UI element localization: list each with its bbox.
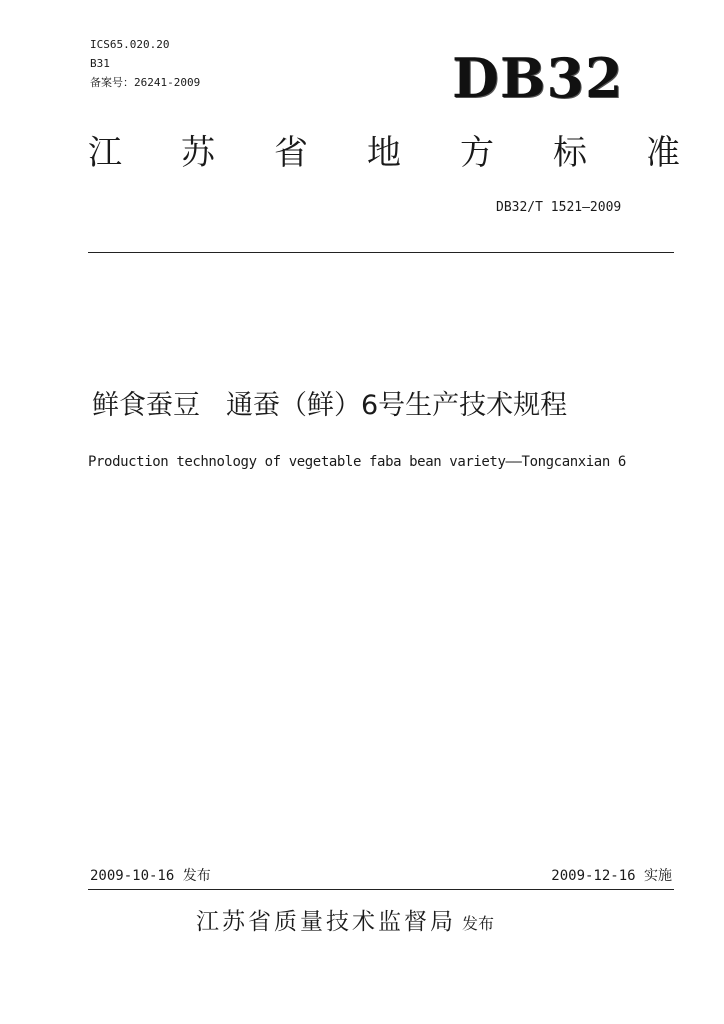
standard-type-char: 方	[460, 133, 494, 173]
title-english: Production technology of vegetable faba bean variety——Tongcanxian 6	[88, 454, 626, 470]
standard-type-char: 省	[274, 133, 308, 173]
issuer-action: 发布	[462, 914, 495, 933]
issue-date: 2009-10-16 发布	[90, 868, 211, 884]
divider-top	[88, 252, 674, 253]
title-chinese-part1: 鲜食蚕豆	[92, 390, 200, 421]
divider-bottom	[88, 889, 674, 890]
standard-type-char: 准	[646, 133, 680, 173]
standard-number: DB32/T 1521—2009	[496, 200, 622, 215]
db32-logo: DB32	[452, 46, 624, 110]
standard-type-char: 江	[88, 133, 122, 173]
standard-type-char: 标	[553, 133, 587, 173]
classification-code: B31	[90, 57, 110, 70]
issuer-line	[196, 906, 494, 940]
standard-type-heading	[88, 133, 680, 173]
record-number: 备案号：26241-2009	[90, 76, 201, 89]
ics-code: ICS65.020.20	[90, 38, 170, 51]
implementation-date: 2009-12-16 实施	[551, 868, 672, 884]
title-chinese-part2: 通蚕（鲜）6号生产技术规程	[226, 390, 568, 421]
issuer-name: 江苏省质量技术监督局	[196, 909, 456, 935]
standard-type-char: 地	[367, 133, 401, 173]
standard-type-char: 苏	[181, 133, 215, 173]
title-chinese	[92, 388, 567, 424]
